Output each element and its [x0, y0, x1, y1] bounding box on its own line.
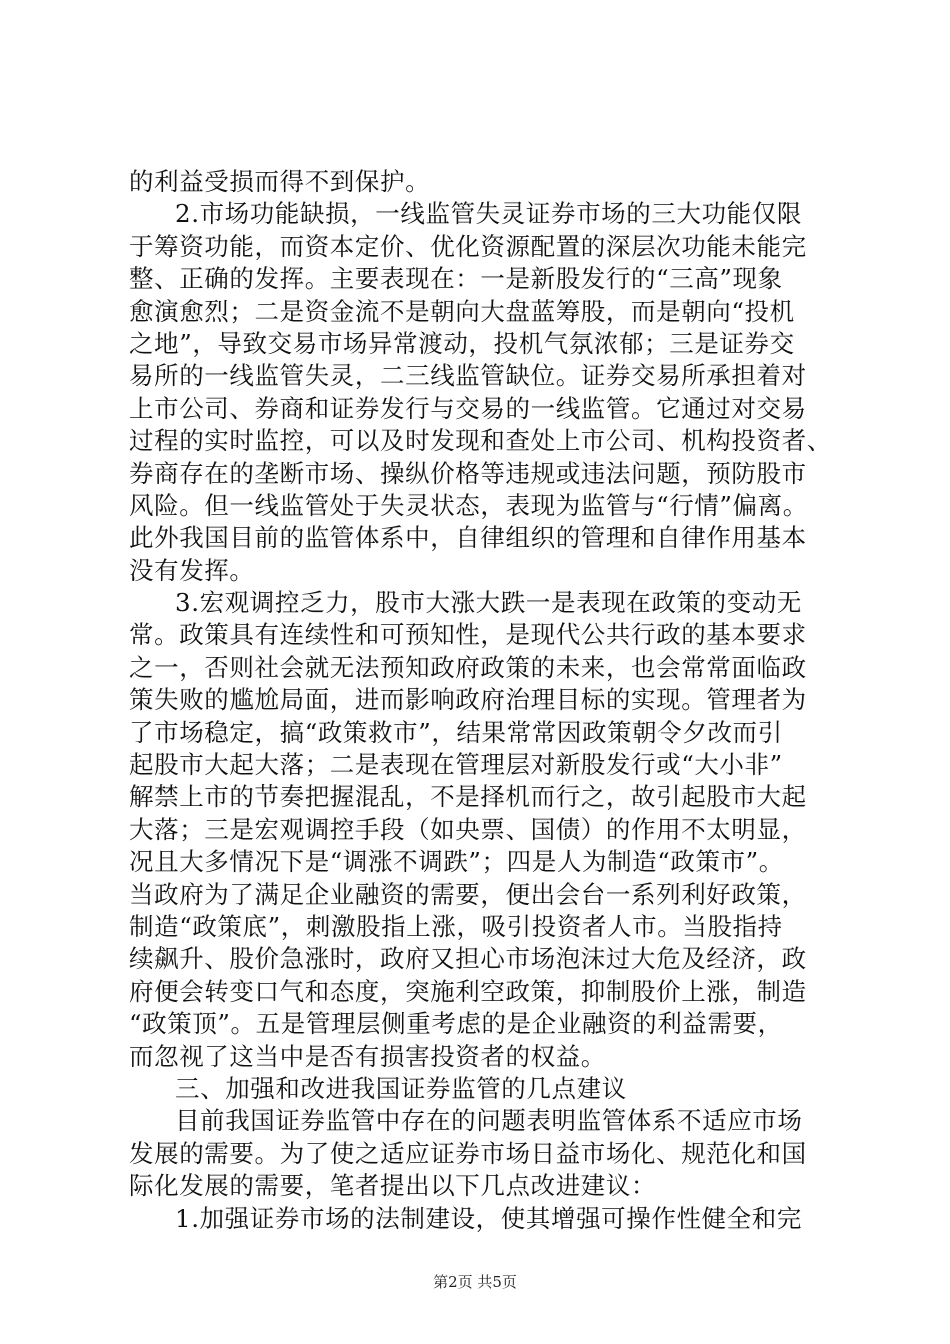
text-line: 风险。但一线监管处于失灵状态，表现为监管与“行情”偏离。 — [129, 490, 808, 520]
text-line: 而忽视了这当中是否有损害投资者的权益。 — [129, 1041, 606, 1071]
document-body — [129, 166, 832, 1235]
text-line: 易所的一线监管失灵，二三线监管缺位。证券交易所承担着对 — [129, 361, 807, 391]
text-line: 续飙升、股价急涨时，政府又担心市场泡沫过大危及经济，政 — [129, 944, 807, 974]
text-line: 过程的实时监控，可以及时发现和查处上市公司、机构投资者、 — [129, 426, 832, 456]
text-line: 当政府为了满足企业融资的需要，便出会台一系列利好政策， — [129, 879, 807, 909]
text-line: 3.宏观调控乏力，股市大涨大跌一是表现在政策的变动无 — [175, 588, 802, 618]
text-line: 上市公司、券商和证券发行与交易的一线监管。它通过对交易 — [129, 393, 807, 423]
text-line: 策失败的尴尬局面，进而影响政府治理目标的实现。管理者为 — [129, 685, 807, 715]
text-line: 况且大多情况下是“调涨不调跌”；四是人为制造“政策市”。 — [129, 847, 784, 877]
text-line: 三、加强和改进我国证券监管的几点建议 — [175, 1073, 627, 1103]
text-line: 没有发挥。 — [129, 555, 255, 585]
text-line: 2.市场功能缺损，一线监管失灵证券市场的三大功能仅限 — [175, 199, 802, 229]
text-line: 于筹资功能，而资本定价、优化资源配置的深层次功能未能完 — [129, 231, 807, 261]
text-line: 此外我国目前的监管体系中，自律组织的管理和自律作用基本 — [129, 523, 807, 553]
text-line: 整、正确的发挥。主要表现在：一是新股发行的“三高”现象 — [129, 264, 783, 294]
text-line: 际化发展的需要，笔者提出以下几点改进建议： — [129, 1171, 657, 1201]
text-line: 的利益受损而得不到保护。 — [129, 167, 431, 196]
text-line: 之一，否则社会就无法预知政府政策的未来，也会常常面临政 — [129, 652, 807, 682]
text-line: “政策顶”。五是管理层侧重考虑的是企业融资的利益需要， — [129, 1009, 783, 1039]
text-line: 了市场稳定，搞“政策救市”，结果常常因政策朝令夕改而引 — [129, 717, 783, 747]
text-line: 1.加强证券市场的法制建设，使其增强可操作性健全和完 — [175, 1203, 802, 1233]
text-line: 券商存在的垄断市场、操纵价格等违规或违法问题，预防股市 — [129, 458, 807, 488]
page-footer: 第2页 共5页 — [433, 1273, 517, 1291]
text-line: 制造“政策底”，刺激股指上涨，吸引投资者人市。当股指持 — [129, 911, 783, 941]
text-line: 解禁上市的节奏把握混乱，不是择机而行之，故引起股市大起 — [129, 782, 807, 812]
text-line: 愈演愈烈；二是资金流不是朝向大盘蓝筹股，而是朝向“投机 — [129, 296, 795, 326]
text-line: 目前我国证券监管中存在的问题表明监管体系不适应市场 — [175, 1106, 803, 1136]
text-line: 常。政策具有连续性和可预知性，是现代公共行政的基本要求 — [129, 620, 807, 650]
text-line: 发展的需要。为了使之适应证券市场日益市场化、规范化和国 — [129, 1138, 807, 1168]
text-line: 之地”，导致交易市场异常渡动，投机气氛浓郁；三是证券交 — [129, 328, 795, 358]
text-line: 府便会转变口气和态度，突施利空政策，抑制股价上涨，制造 — [129, 976, 807, 1006]
text-line: 大落；三是宏观调控手段（如央票、国债）的作用不太明显， — [129, 814, 807, 844]
text-line: 起股市大起大落；二是表现在管理层对新股发行或“大小非” — [129, 750, 783, 780]
